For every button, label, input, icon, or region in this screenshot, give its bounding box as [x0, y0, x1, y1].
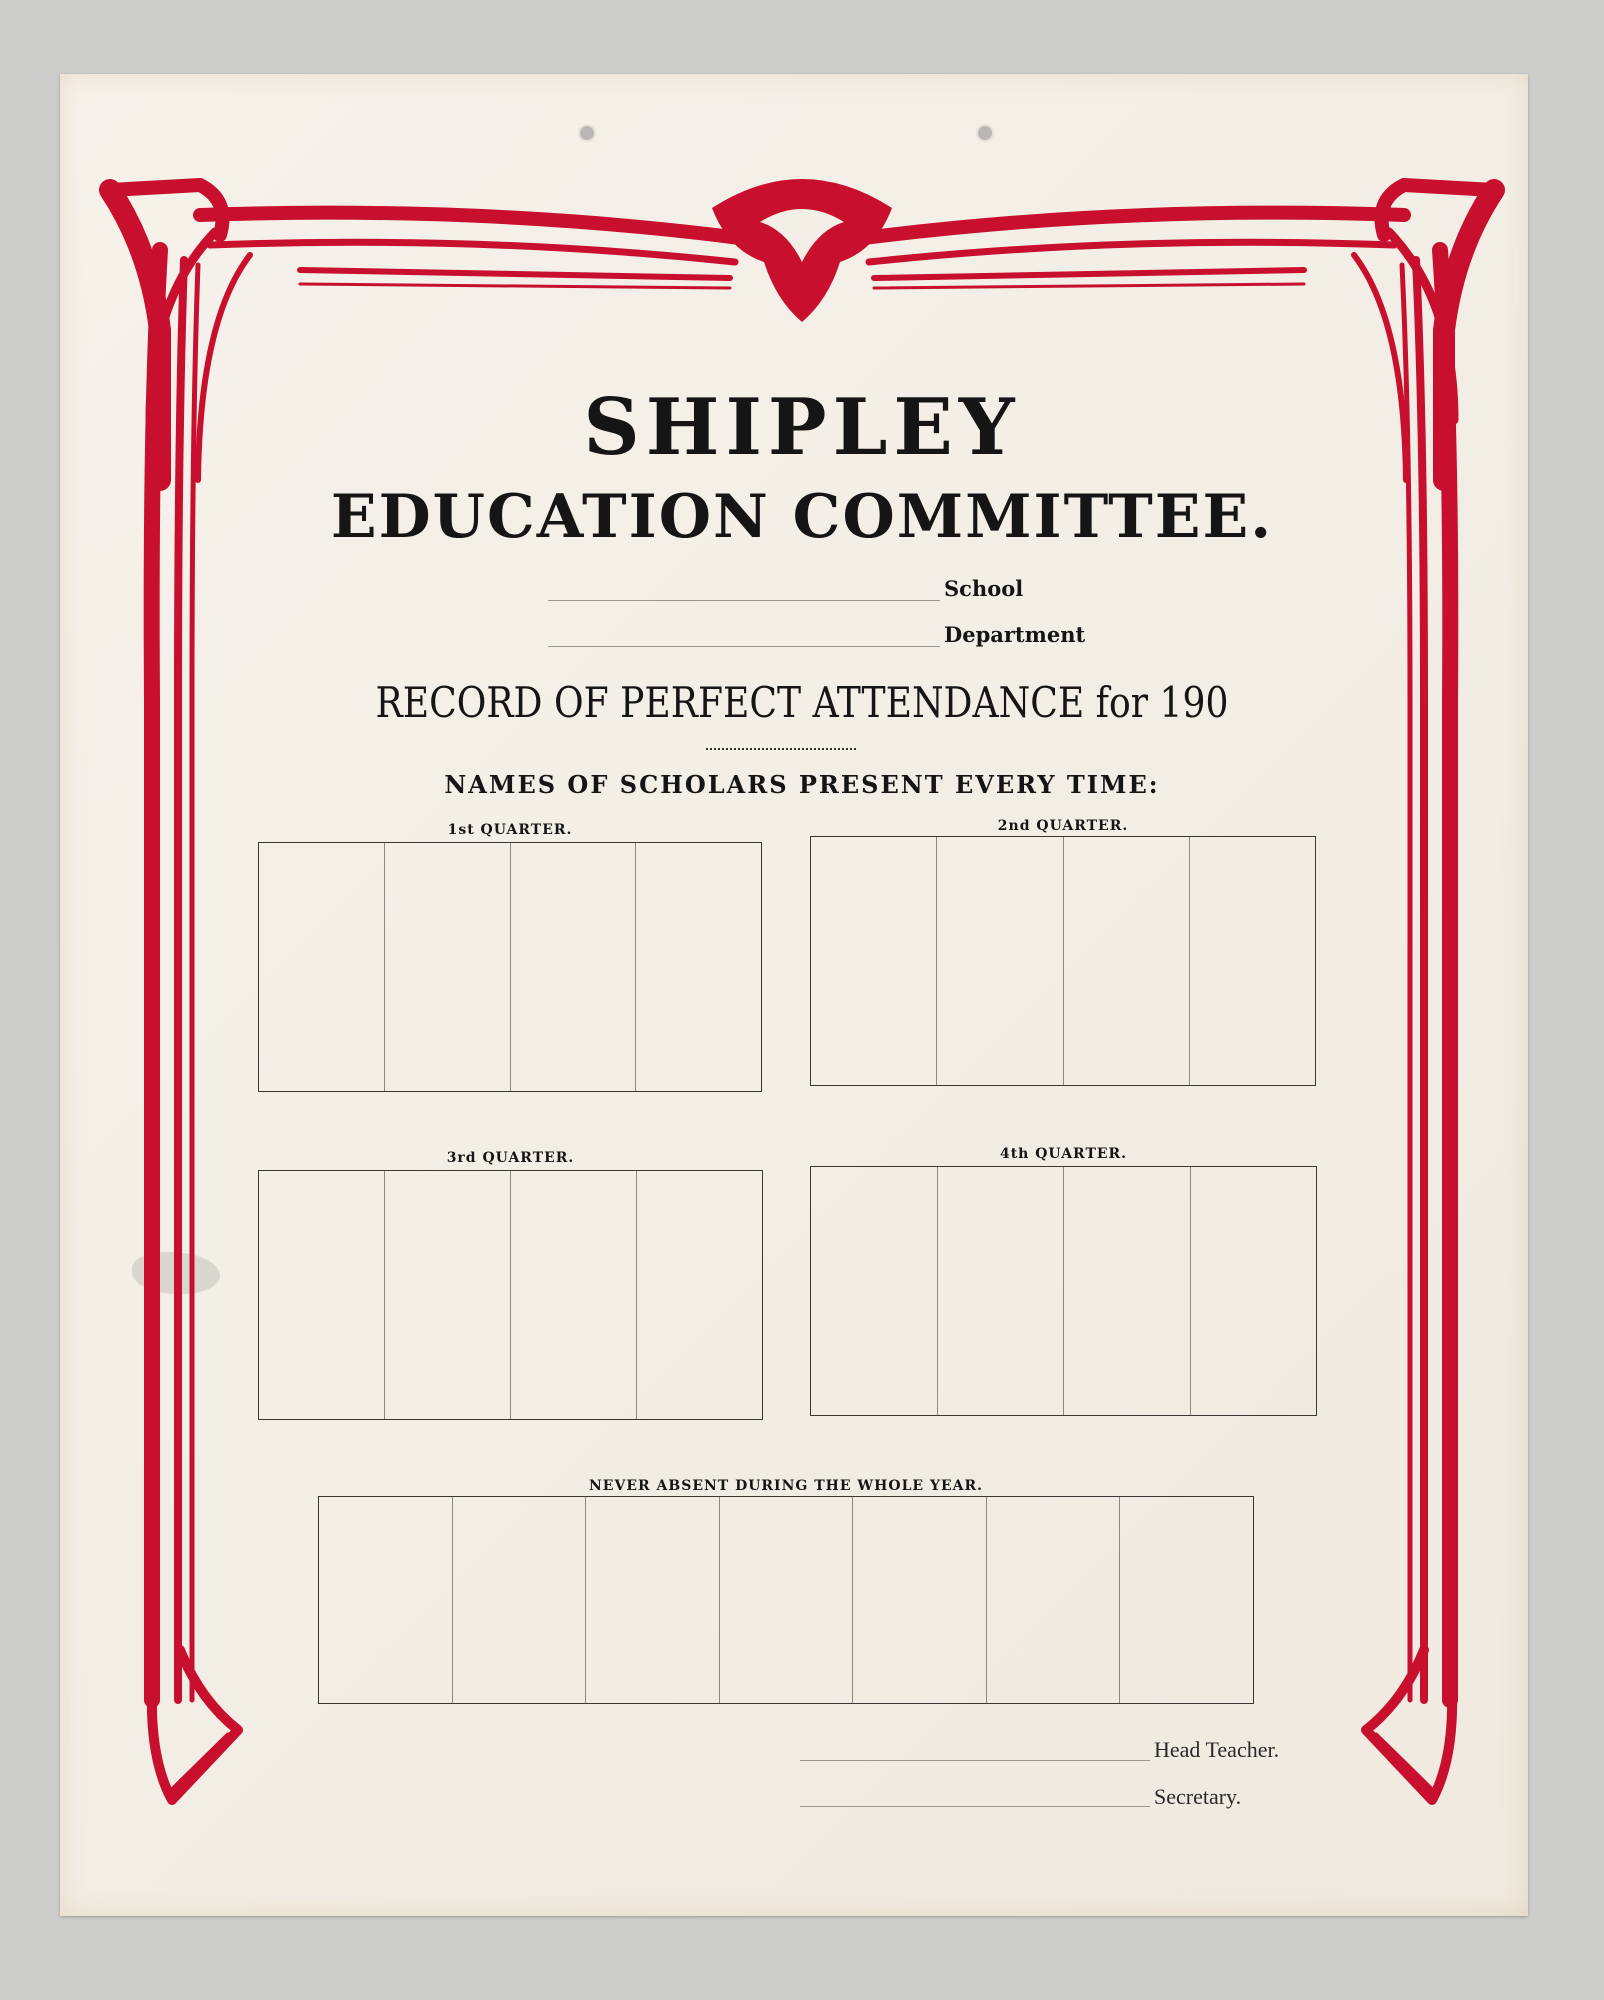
head-teacher-signature-line[interactable] [800, 1760, 1150, 1761]
secretary-label: Secretary. [1154, 1784, 1242, 1809]
grid-cell[interactable] [938, 1167, 1065, 1415]
year-blank-dots[interactable] [706, 748, 856, 750]
grid-cell[interactable] [1191, 1167, 1317, 1415]
grid-cell[interactable] [637, 1171, 762, 1419]
department-label: Department [944, 622, 1086, 647]
grid-cell[interactable] [511, 843, 637, 1091]
grid-cell[interactable] [511, 1171, 637, 1419]
grid-cell[interactable] [1064, 1167, 1191, 1415]
title-education-committee: EDUCATION COMMITTEE. [330, 482, 1274, 552]
quarter-4-label: 4th QUARTER. [999, 1146, 1128, 1162]
quarter-3-grid [258, 1170, 763, 1420]
school-blank-line[interactable] [548, 600, 940, 601]
grid-cell[interactable] [1190, 837, 1315, 1085]
grid-cell[interactable] [853, 1497, 987, 1703]
whole-year-label: NEVER ABSENT DURING THE WHOLE YEAR. [589, 1478, 983, 1494]
grid-cell[interactable] [811, 837, 937, 1085]
department-blank-line[interactable] [548, 646, 940, 647]
grid-cell[interactable] [319, 1497, 453, 1703]
grid-cell[interactable] [1064, 837, 1190, 1085]
secretary-signature-line[interactable] [800, 1806, 1150, 1807]
quarter-2-grid [810, 836, 1316, 1086]
grid-cell[interactable] [385, 1171, 511, 1419]
whole-year-grid [318, 1496, 1254, 1704]
quarter-1-label: 1st QUARTER. [447, 822, 573, 838]
grid-cell[interactable] [586, 1497, 720, 1703]
quarter-3-label: 3rd QUARTER. [446, 1150, 575, 1166]
grid-cell[interactable] [987, 1497, 1121, 1703]
grid-cell[interactable] [937, 837, 1063, 1085]
grid-cell[interactable] [385, 843, 511, 1091]
grid-cell[interactable] [720, 1497, 854, 1703]
names-heading: NAMES OF SCHOLARS PRESENT EVERY TIME: [444, 770, 1160, 799]
school-label: School [944, 576, 1024, 601]
record-heading: RECORD OF PERFECT ATTENDANCE for 190 [375, 678, 1229, 727]
grid-cell[interactable] [1120, 1497, 1253, 1703]
head-teacher-label: Head Teacher. [1154, 1737, 1280, 1762]
grid-cell[interactable] [259, 1171, 385, 1419]
grid-cell[interactable] [259, 843, 385, 1091]
grid-cell[interactable] [453, 1497, 587, 1703]
grid-cell[interactable] [636, 843, 761, 1091]
title-shipley: SHIPLEY [583, 382, 1021, 473]
grid-cell[interactable] [811, 1167, 938, 1415]
quarter-1-grid [258, 842, 762, 1092]
quarter-2-label: 2nd QUARTER. [997, 818, 1129, 834]
quarter-4-grid [810, 1166, 1317, 1416]
